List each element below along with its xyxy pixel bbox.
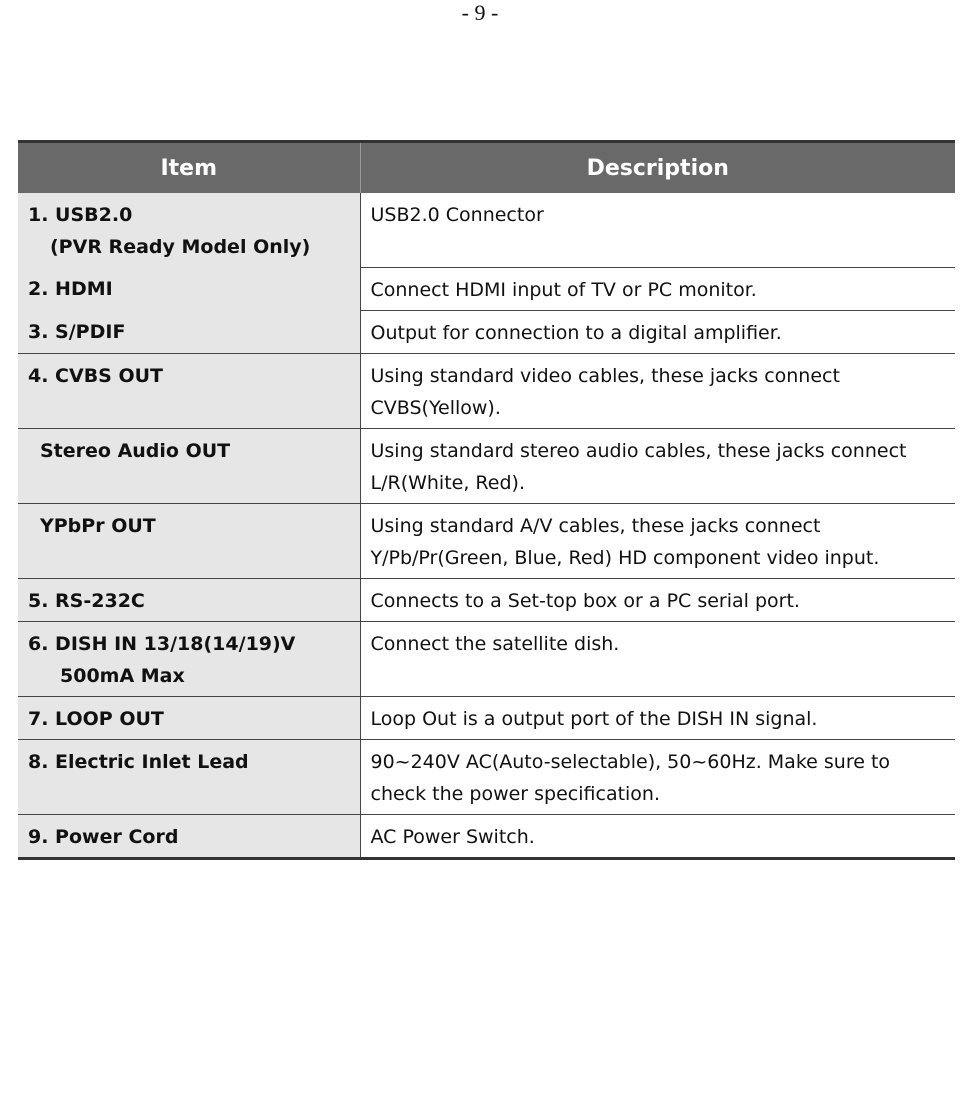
item-cell: 2. HDMI xyxy=(18,267,360,310)
item-cell: 5. RS-232C xyxy=(18,578,360,621)
item-column-header: Item xyxy=(18,142,360,194)
table-row xyxy=(18,353,955,428)
item-sublabel: (PVR Ready Model Only) xyxy=(50,236,311,258)
description-cell: USB2.0 Connector xyxy=(360,193,955,267)
table-row xyxy=(18,578,955,621)
item-cell xyxy=(18,193,360,267)
item-cell: YPbPr OUT xyxy=(18,503,360,578)
item-description-table xyxy=(18,140,955,860)
table-row xyxy=(18,739,955,814)
description-cell: 90~240V AC(Auto-selectable), 50~60Hz. Make sure to check the power specification. xyxy=(360,739,955,814)
table-row xyxy=(18,696,955,739)
item-cell xyxy=(18,621,360,696)
table-row xyxy=(18,621,955,696)
item-sublabel: 500mA Max xyxy=(60,664,185,687)
description-cell: Output for connection to a digital amplifier. xyxy=(360,310,955,353)
table-row xyxy=(18,267,955,310)
table-row xyxy=(18,310,955,353)
item-cell: 7. LOOP OUT xyxy=(18,696,360,739)
description-cell: Using standard A/V cables, these jacks connect Y/Pb/Pr(Green, Blue, Red) HD component video input. xyxy=(360,503,955,578)
item-cell: 4. CVBS OUT xyxy=(18,353,360,428)
table-row xyxy=(18,814,955,858)
table-row xyxy=(18,428,955,503)
item-cell: 8. Electric Inlet Lead xyxy=(18,739,360,814)
table-header-row xyxy=(18,142,955,194)
table-row xyxy=(18,193,955,267)
description-column-header: Description xyxy=(360,142,955,194)
description-cell: Connect the satellite dish. xyxy=(360,621,955,696)
description-cell: Connects to a Set-top box or a PC serial port. xyxy=(360,578,955,621)
description-cell: Connect HDMI input of TV or PC monitor. xyxy=(360,267,955,310)
item-cell: Stereo Audio OUT xyxy=(18,428,360,503)
description-cell: AC Power Switch. xyxy=(360,814,955,858)
description-cell: Loop Out is a output port of the DISH IN signal. xyxy=(360,696,955,739)
item-label: 6. DISH IN 13/18(14/19)V xyxy=(28,632,296,655)
table-row xyxy=(18,503,955,578)
item-cell: 3. S/PDIF xyxy=(18,310,360,353)
page-number: - 9 - xyxy=(461,0,499,25)
item-cell: 9. Power Cord xyxy=(18,814,360,858)
item-label: 1. USB2.0 xyxy=(28,204,133,226)
description-cell: Using standard stereo audio cables, these jacks connect L/R(White, Red). xyxy=(360,428,955,503)
description-cell: Using standard video cables, these jacks connect CVBS(Yellow). xyxy=(360,353,955,428)
